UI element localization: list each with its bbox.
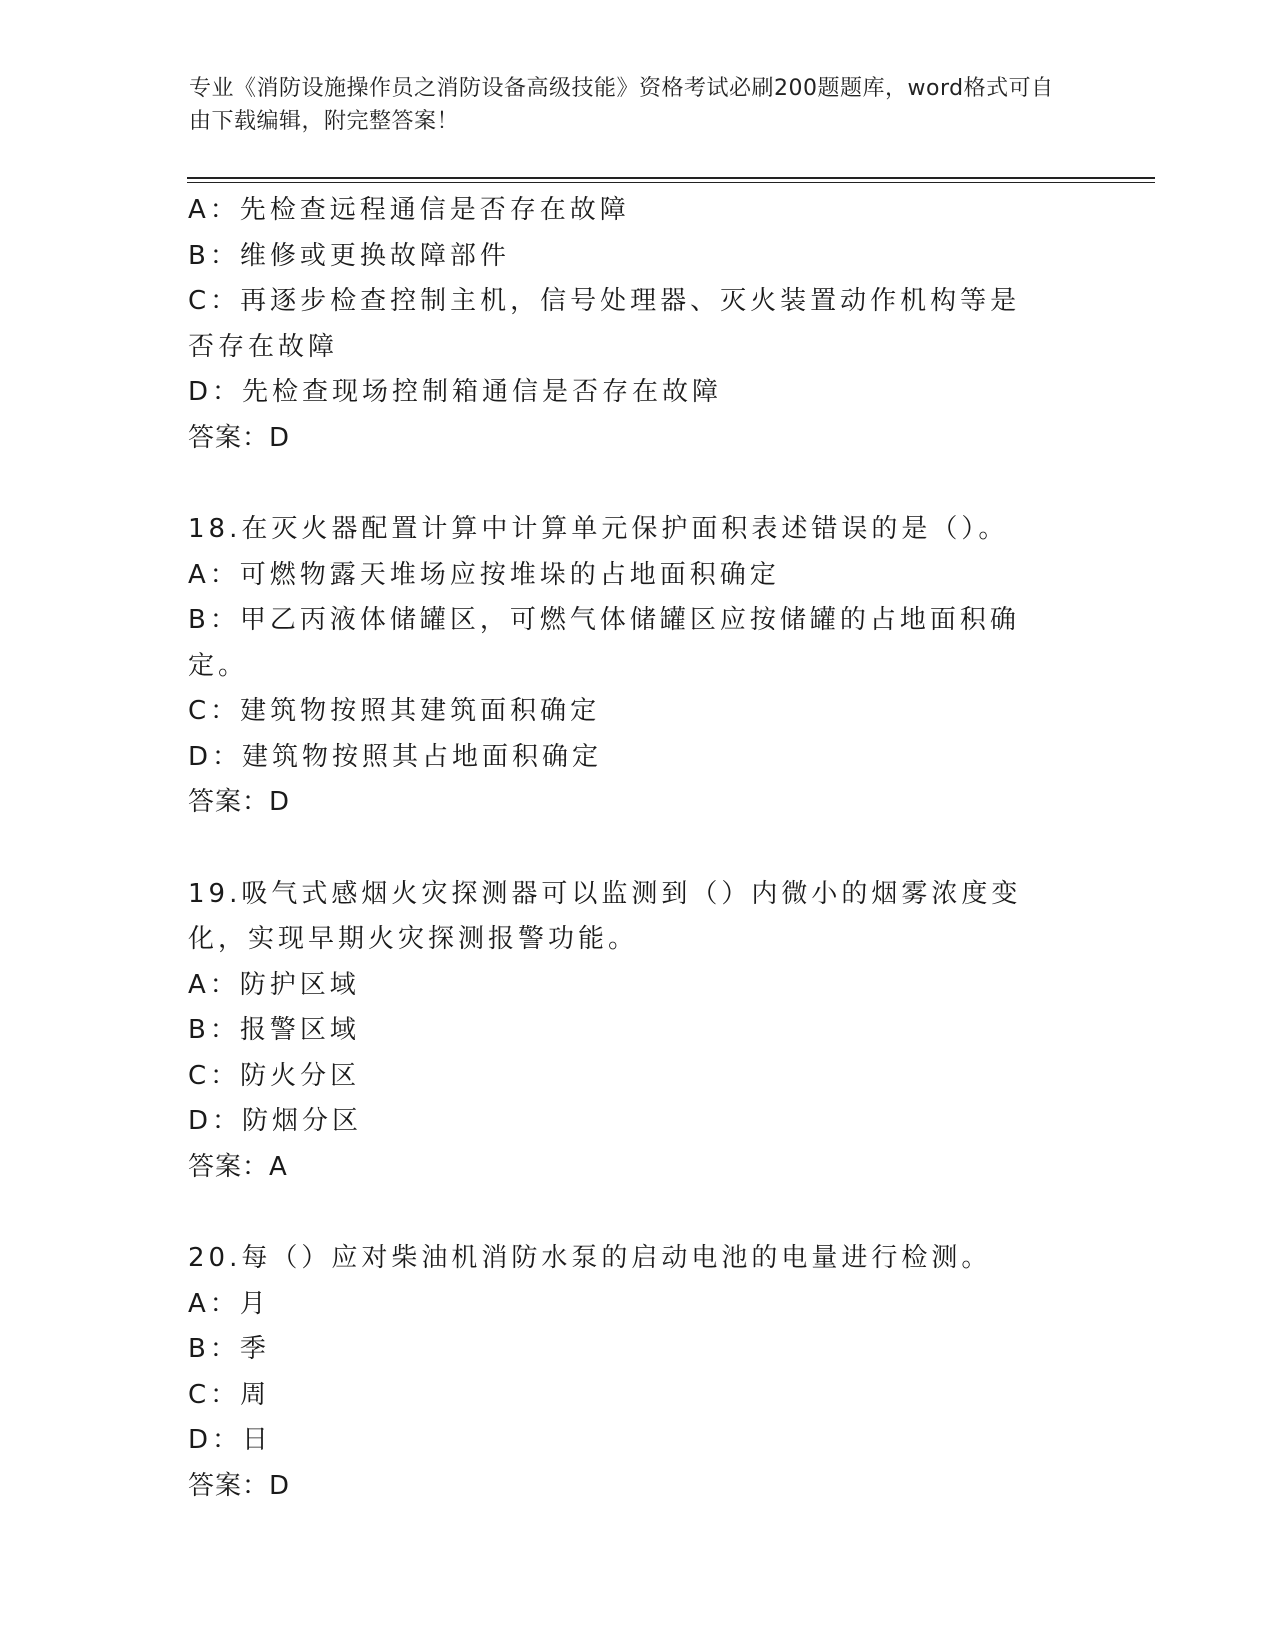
option-a: A：防护区域 — [188, 969, 360, 1000]
answer: 答案：D — [188, 422, 291, 453]
question-19-block — [188, 872, 1078, 1191]
option-c: C：再逐步检查控制主机，信号处理器、灭火装置动作机构等是否存在故障 — [188, 286, 1021, 362]
option-b: B：报警区域 — [188, 1015, 360, 1045]
option-d: D：建筑物按照其占地面积确定 — [188, 741, 603, 772]
question-stem: 20.每（）应对柴油机消防水泵的启动电池的电量进行检测。 — [188, 1243, 992, 1273]
option-a: A：可燃物露天堆场应按堆垛的占地面积确定 — [188, 559, 780, 590]
option-b: B：甲乙丙液体储罐区，可燃气体储罐区应按储罐的占地面积确定。 — [188, 605, 1020, 681]
question-list — [188, 188, 1078, 1509]
question-stem: 19.吸气式感烟火灾探测器可以监测到（）内微小的烟雾浓度变化，实现早期火灾探测报警功能。 — [188, 878, 1022, 954]
header-rule-thin — [187, 182, 1155, 183]
option-d: D：防烟分区 — [188, 1106, 363, 1136]
question-18-block — [188, 507, 1078, 826]
option-c: C：防火分区 — [188, 1060, 361, 1091]
question-17-block — [188, 188, 1078, 461]
option-a: A：先检查远程通信是否存在故障 — [188, 195, 630, 225]
spacer — [188, 826, 1078, 872]
option-c: C：建筑物按照其建筑面积确定 — [188, 696, 601, 726]
option-b: B：季 — [188, 1334, 270, 1364]
option-d: D：日 — [188, 1425, 273, 1455]
spacer — [188, 461, 1078, 507]
option-b: B：维修或更换故障部件 — [188, 240, 510, 271]
spacer — [188, 1190, 1078, 1236]
question-stem: 18.在灭火器配置计算中计算单元保护面积表述错误的是（）。 — [188, 514, 1009, 544]
answer: 答案：D — [188, 1470, 291, 1501]
question-20-block — [188, 1236, 1078, 1509]
option-a: A：月 — [188, 1288, 270, 1319]
option-d: D：先检查现场控制箱通信是否存在故障 — [188, 377, 723, 407]
document-header: 专业《消防设施操作员之消防设备高级技能》资格考试必刷200题题库，word格式可自由下载编辑，附完整答案！ — [189, 76, 1054, 134]
header-rule-thick — [187, 177, 1155, 179]
answer: 答案：A — [188, 1151, 288, 1182]
answer: 答案：D — [188, 787, 291, 817]
option-c: C：周 — [188, 1379, 271, 1410]
